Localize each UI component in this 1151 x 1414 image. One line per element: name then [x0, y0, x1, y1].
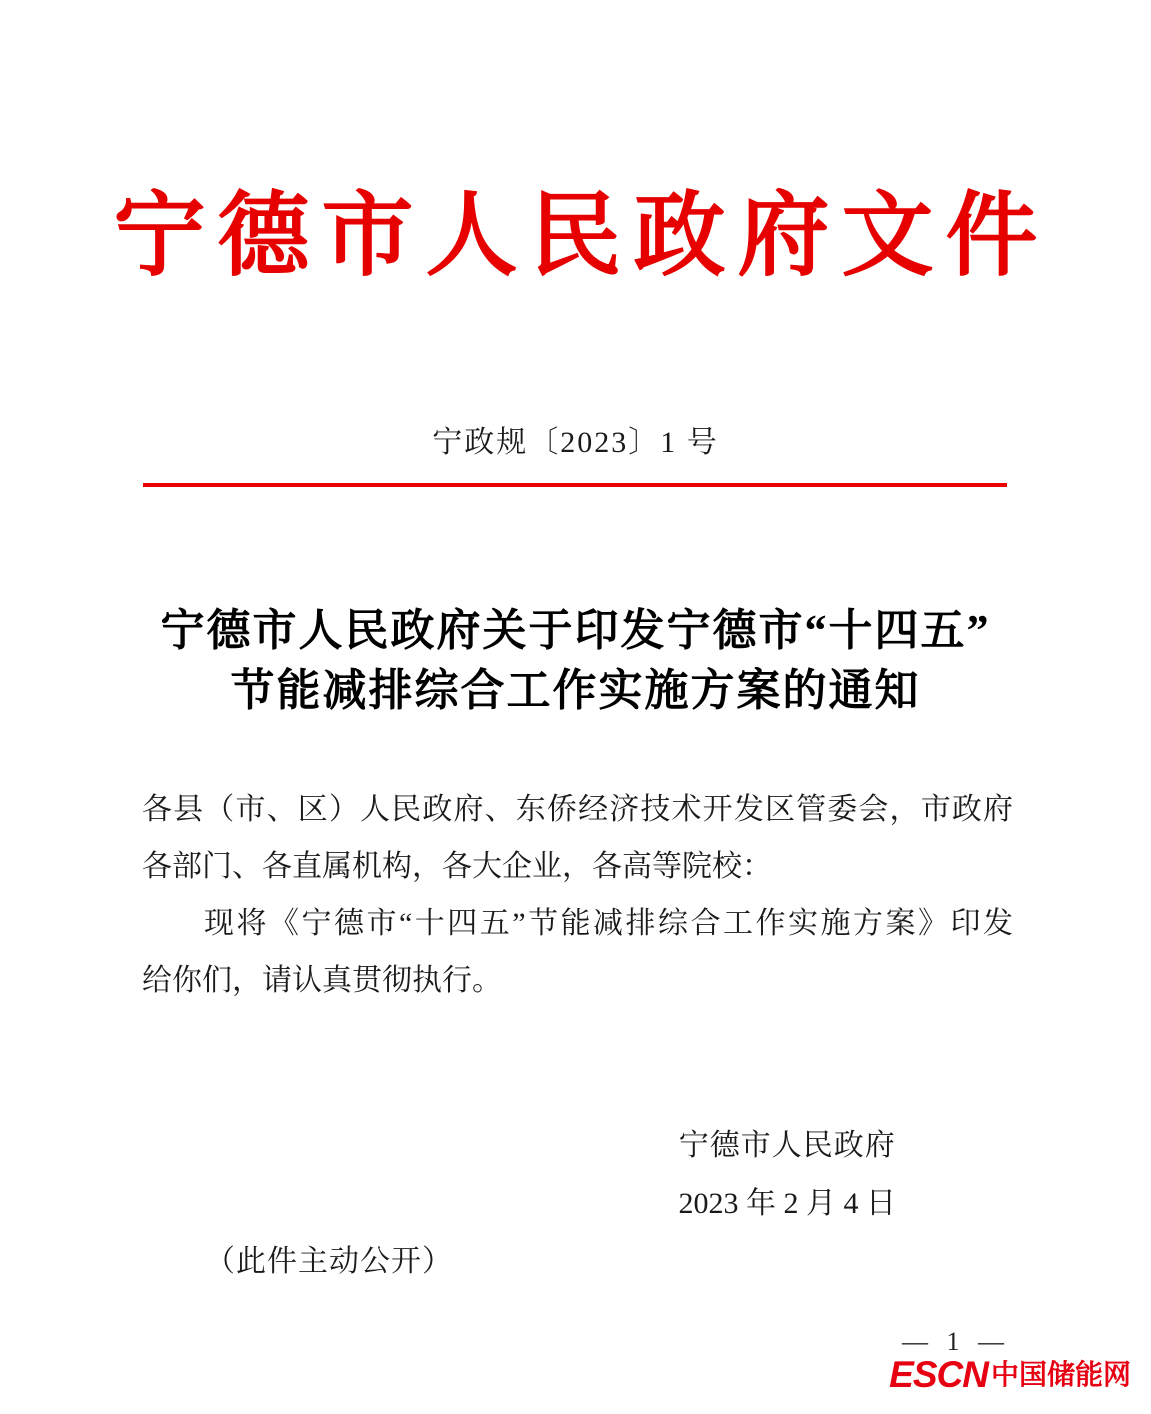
- document-header-title: 宁德市人民政府文件: [113, 185, 1050, 287]
- signature-block: [679, 1117, 897, 1233]
- document-title: [0, 601, 1151, 721]
- body-line-recipients-2: 各部门、各直属机构，各大企业，各高等院校：: [142, 850, 772, 883]
- escn-logo-latin: ESCN: [889, 1354, 988, 1395]
- body-line-notice-2: 给你们，请认真贯彻执行。: [142, 964, 502, 997]
- document-title-line1: 宁德市人民政府关于印发宁德市“十四五”: [160, 606, 991, 655]
- page-number: — 1 —: [902, 1327, 1010, 1356]
- body-line-recipients-1: 各县（市、区）人民政府、东侨经济技术开发区管委会，市政府: [142, 793, 1013, 826]
- escn-logo-chinese: 中国储能网: [990, 1358, 1131, 1390]
- signature-org: 宁德市人民政府: [678, 1129, 896, 1162]
- signature-date: 2023 年 2 月 4 日: [678, 1187, 896, 1220]
- red-divider-line: [143, 483, 1007, 487]
- escn-logo: [889, 1356, 1131, 1393]
- body-line-notice-1: 现将《宁德市“十四五”节能减排综合工作实施方案》印发: [204, 907, 1013, 940]
- document-title-line2: 节能减排综合工作实施方案的通知: [230, 666, 921, 715]
- document-body: [142, 781, 1013, 1009]
- disclosure-note: （此件主动公开）: [205, 1245, 453, 1278]
- doc-number: 宁政规〔2023〕1 号: [432, 426, 719, 459]
